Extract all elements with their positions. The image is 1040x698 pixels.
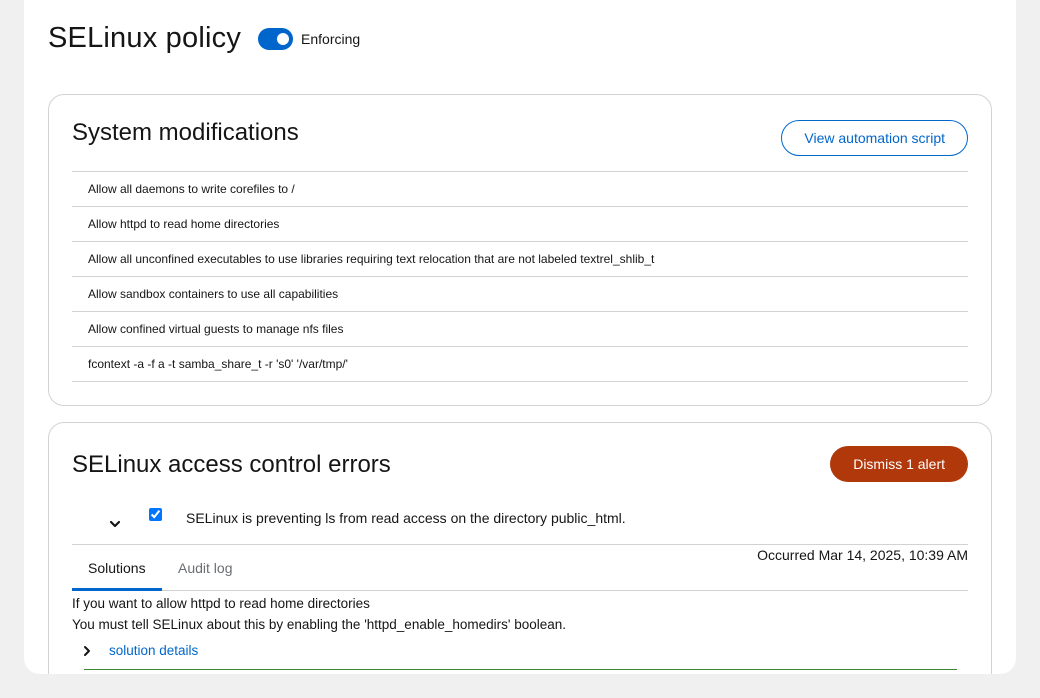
system-modifications-title: System modifications [72, 119, 299, 146]
toggle-knob [277, 33, 289, 45]
chevron-right-icon [80, 644, 94, 658]
modifications-list [72, 171, 968, 382]
system-modifications-card [48, 94, 992, 406]
toggle-label: Enforcing [301, 30, 361, 47]
list-item: fcontext -a -f a -t samba_share_t -r 's0' '/var/tmp/' [72, 346, 968, 382]
solution-details-link[interactable]: solution details [109, 643, 199, 658]
page-title: SELinux policy [48, 22, 242, 54]
alert-message: SELinux is preventing ls from read access on the directory public_html. [186, 510, 626, 526]
access-control-errors-card [48, 422, 992, 674]
selinux-page [24, 0, 1016, 674]
solution-text [72, 593, 566, 635]
tab-audit-log[interactable]: Audit log [178, 560, 233, 576]
alert-checkbox[interactable] [149, 508, 162, 521]
occurred-timestamp: Occurred Mar 14, 2025, 10:39 AM [757, 547, 968, 563]
list-item: Allow confined virtual guests to manage nfs files [72, 311, 968, 346]
list-item: Allow all unconfined executables to use libraries requiring text relocation that are not labeled textrel_shlib_t [72, 241, 968, 276]
list-item: Allow httpd to read home directories [72, 206, 968, 241]
solution-divider [84, 669, 957, 670]
view-automation-script-button[interactable]: View automation script [781, 120, 968, 156]
alert-tabs [72, 546, 968, 591]
enforcing-toggle[interactable] [258, 28, 293, 50]
list-item: Allow all daemons to write corefiles to / [72, 171, 968, 206]
solution-details-toggle[interactable] [80, 643, 198, 658]
list-item: Allow sandbox containers to use all capabilities [72, 276, 968, 311]
solution-line-1: If you want to allow httpd to read home directories [72, 596, 370, 611]
dismiss-alert-button[interactable]: Dismiss 1 alert [830, 446, 968, 482]
solution-line-2: You must tell SELinux about this by enabling the 'httpd_enable_homedirs' boolean. [72, 617, 567, 632]
page-header [48, 22, 360, 55]
access-control-errors-title: SELinux access control errors [72, 451, 391, 478]
alert-row [72, 505, 968, 545]
tab-solutions[interactable]: Solutions [72, 546, 162, 590]
chevron-down-icon[interactable] [106, 515, 124, 533]
